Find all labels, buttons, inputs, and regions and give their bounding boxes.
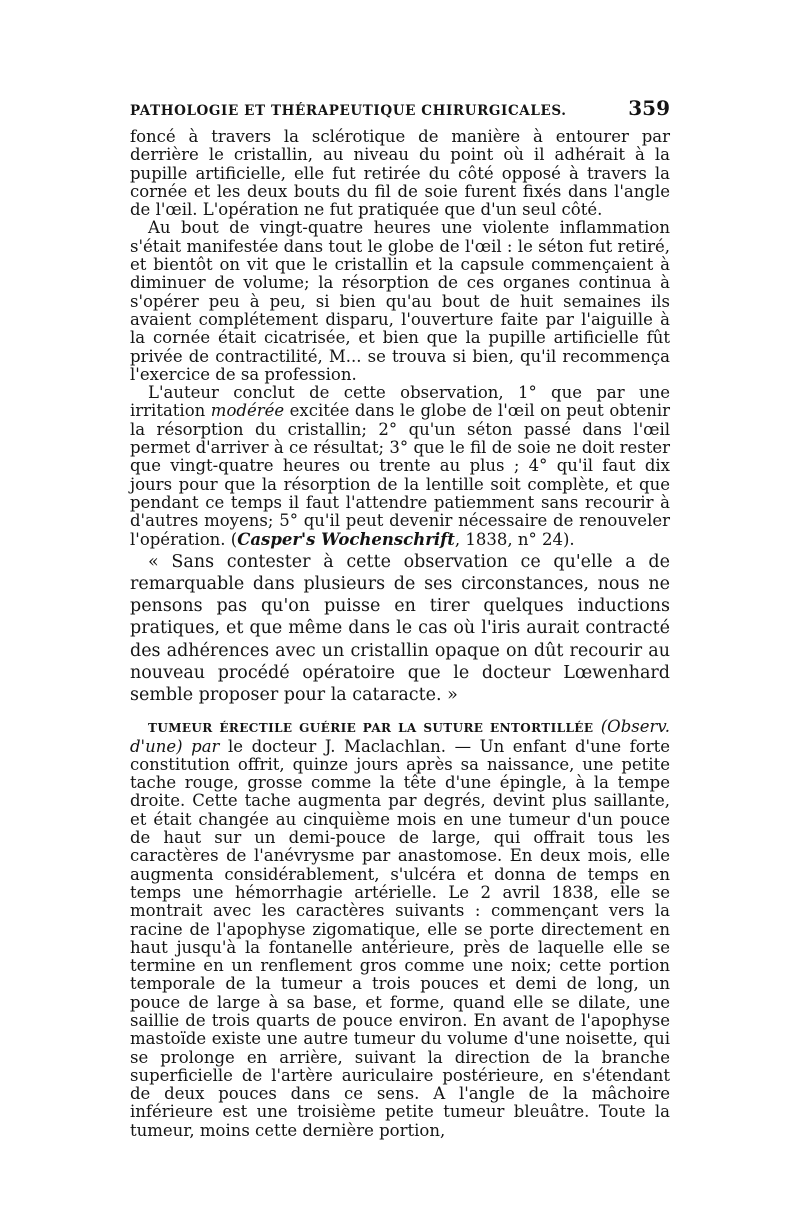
page-number: 359 <box>628 96 670 120</box>
conclusions-text-start: L'auteur conclut de cette observation, 1° que par une irritation <box>130 383 670 421</box>
section-title-italic: (Observ. d'une) par <box>130 717 670 756</box>
paragraph-continuation: foncé à travers la sclérotique de manière à entourer par derrière le cristallin, au niveau du point où il adhérait à la pupille artificielle, elle fut retirée du côté opposé à travers la cornée et les deux bouts du fil de soie furent fixés dans l'angle de l'œil. L'opération ne fut pratiquée que d'un seul côté. <box>130 127 670 220</box>
running-head: PATHOLOGIE ET THÉRAPEUTIQUE CHIRURGICALES. <box>130 103 567 119</box>
conclusions-text: excitée dans le globe de l'œil on peut obtenir la résorption du cristallin; 2° qu'un séton passé dans l'œil permet d'arriver à ce résultat; 3° que le fil de soie ne doit rester que vingt-quatre heures ou trente au plus ; 4° qu'il faut dix jours pour que la résorption de la lentille soit complète, et que pendant ce temps il faut l'attendre patiemment sans recourir à d'autres moyens; 5° qu'il peut devenir nécessaire de renouveler l'opération. ( <box>130 401 670 549</box>
case-report-text: le docteur J. Maclachlan. — Un enfant d'une forte constitution offrit, quinze jours après sa naissance, une petite tache rouge, grosse comme la tête d'une épingle, à la tempe droite. Cette tache augmenta par degrés, devint plus saillante, et était changée au cinquième mois en une tumeur d'un pouce de haut sur un demi-pouce de large, qui offrait tous les caractères de l'anévrysme par anastomose. En deux mois, elle augmenta considérablement, s'ulcéra et donna de temps en temps une hémorrhagie artérielle. Le 2 avril 1838, elle se montrait avec les caractères suivants : commençant vers la racine de l'apophyse zigomatique, elle se porte directement en haut jusqu'à la fontanelle antérieure, près de laquelle elle se termine en un renflement gros comme une noix; cette portion temporale de la tumeur a trois pouces et demi de long, un pouce de large à sa base, et forme, quand elle se dilate, une saillie de trois quarts de pouce environ. En avant de l'apophyse mastoïde existe une autre tumeur du volume d'une noisette, qui se prolonge en arrière, suivant la direction de la branche superficielle de l'artère auriculaire postérieure, en s'étendant de deux pouces dans ce sens. A l'angle de la mâchoire inférieure est une troisième petite tumeur bleuâtre. Toute la tumeur, moins cette dernière portion, <box>130 736 670 1140</box>
citation-source: Casper's Wochenschrift <box>237 529 455 549</box>
paragraph-conclusions <box>130 384 670 549</box>
paragraph-inflammation: Au bout de vingt-quatre heures une violente inflammation s'était manifestée dans tout le globe de l'œil : le séton fut retiré, et bientôt on vit que le cristallin et la capsule commençaient à diminuer de volume; la résorption de ces organes continua à s'opérer peu à peu, si bien qu'au bout de huit semaines ils avaient complétement disparu, l'ouverture faite par l'aiguille à la cornée était cicatrisée, et bien que la pupille artificielle fût privée de contractilité, M... se trouva si bien, qu'il recommença l'exercice de sa profession. <box>130 218 670 384</box>
page-body <box>130 128 670 1140</box>
editorial-quote: « Sans contester à cette observation ce qu'elle a de remarquable dans plusieurs de ses circonstances, nous ne pensons pas qu'on puisse en tirer quelques inductions pratiques, et que même dans le cas où l'iris aurait contracté des adhérences avec un cristallin opaque on dût recourir au nouveau procédé opératoire que le docteur Lœwenhard semble proposer pour la cataracte. » <box>130 551 670 706</box>
section-title: TUMEUR ÉRECTILE GUÉRIE PAR LA SUTURE ENTORTILLÉE <box>148 721 594 736</box>
page-header <box>130 96 670 120</box>
case-report-paragraph <box>130 718 670 1140</box>
citation-end: , 1838, n° 24). <box>454 529 575 549</box>
emphasis-moderee: modérée <box>210 401 285 421</box>
